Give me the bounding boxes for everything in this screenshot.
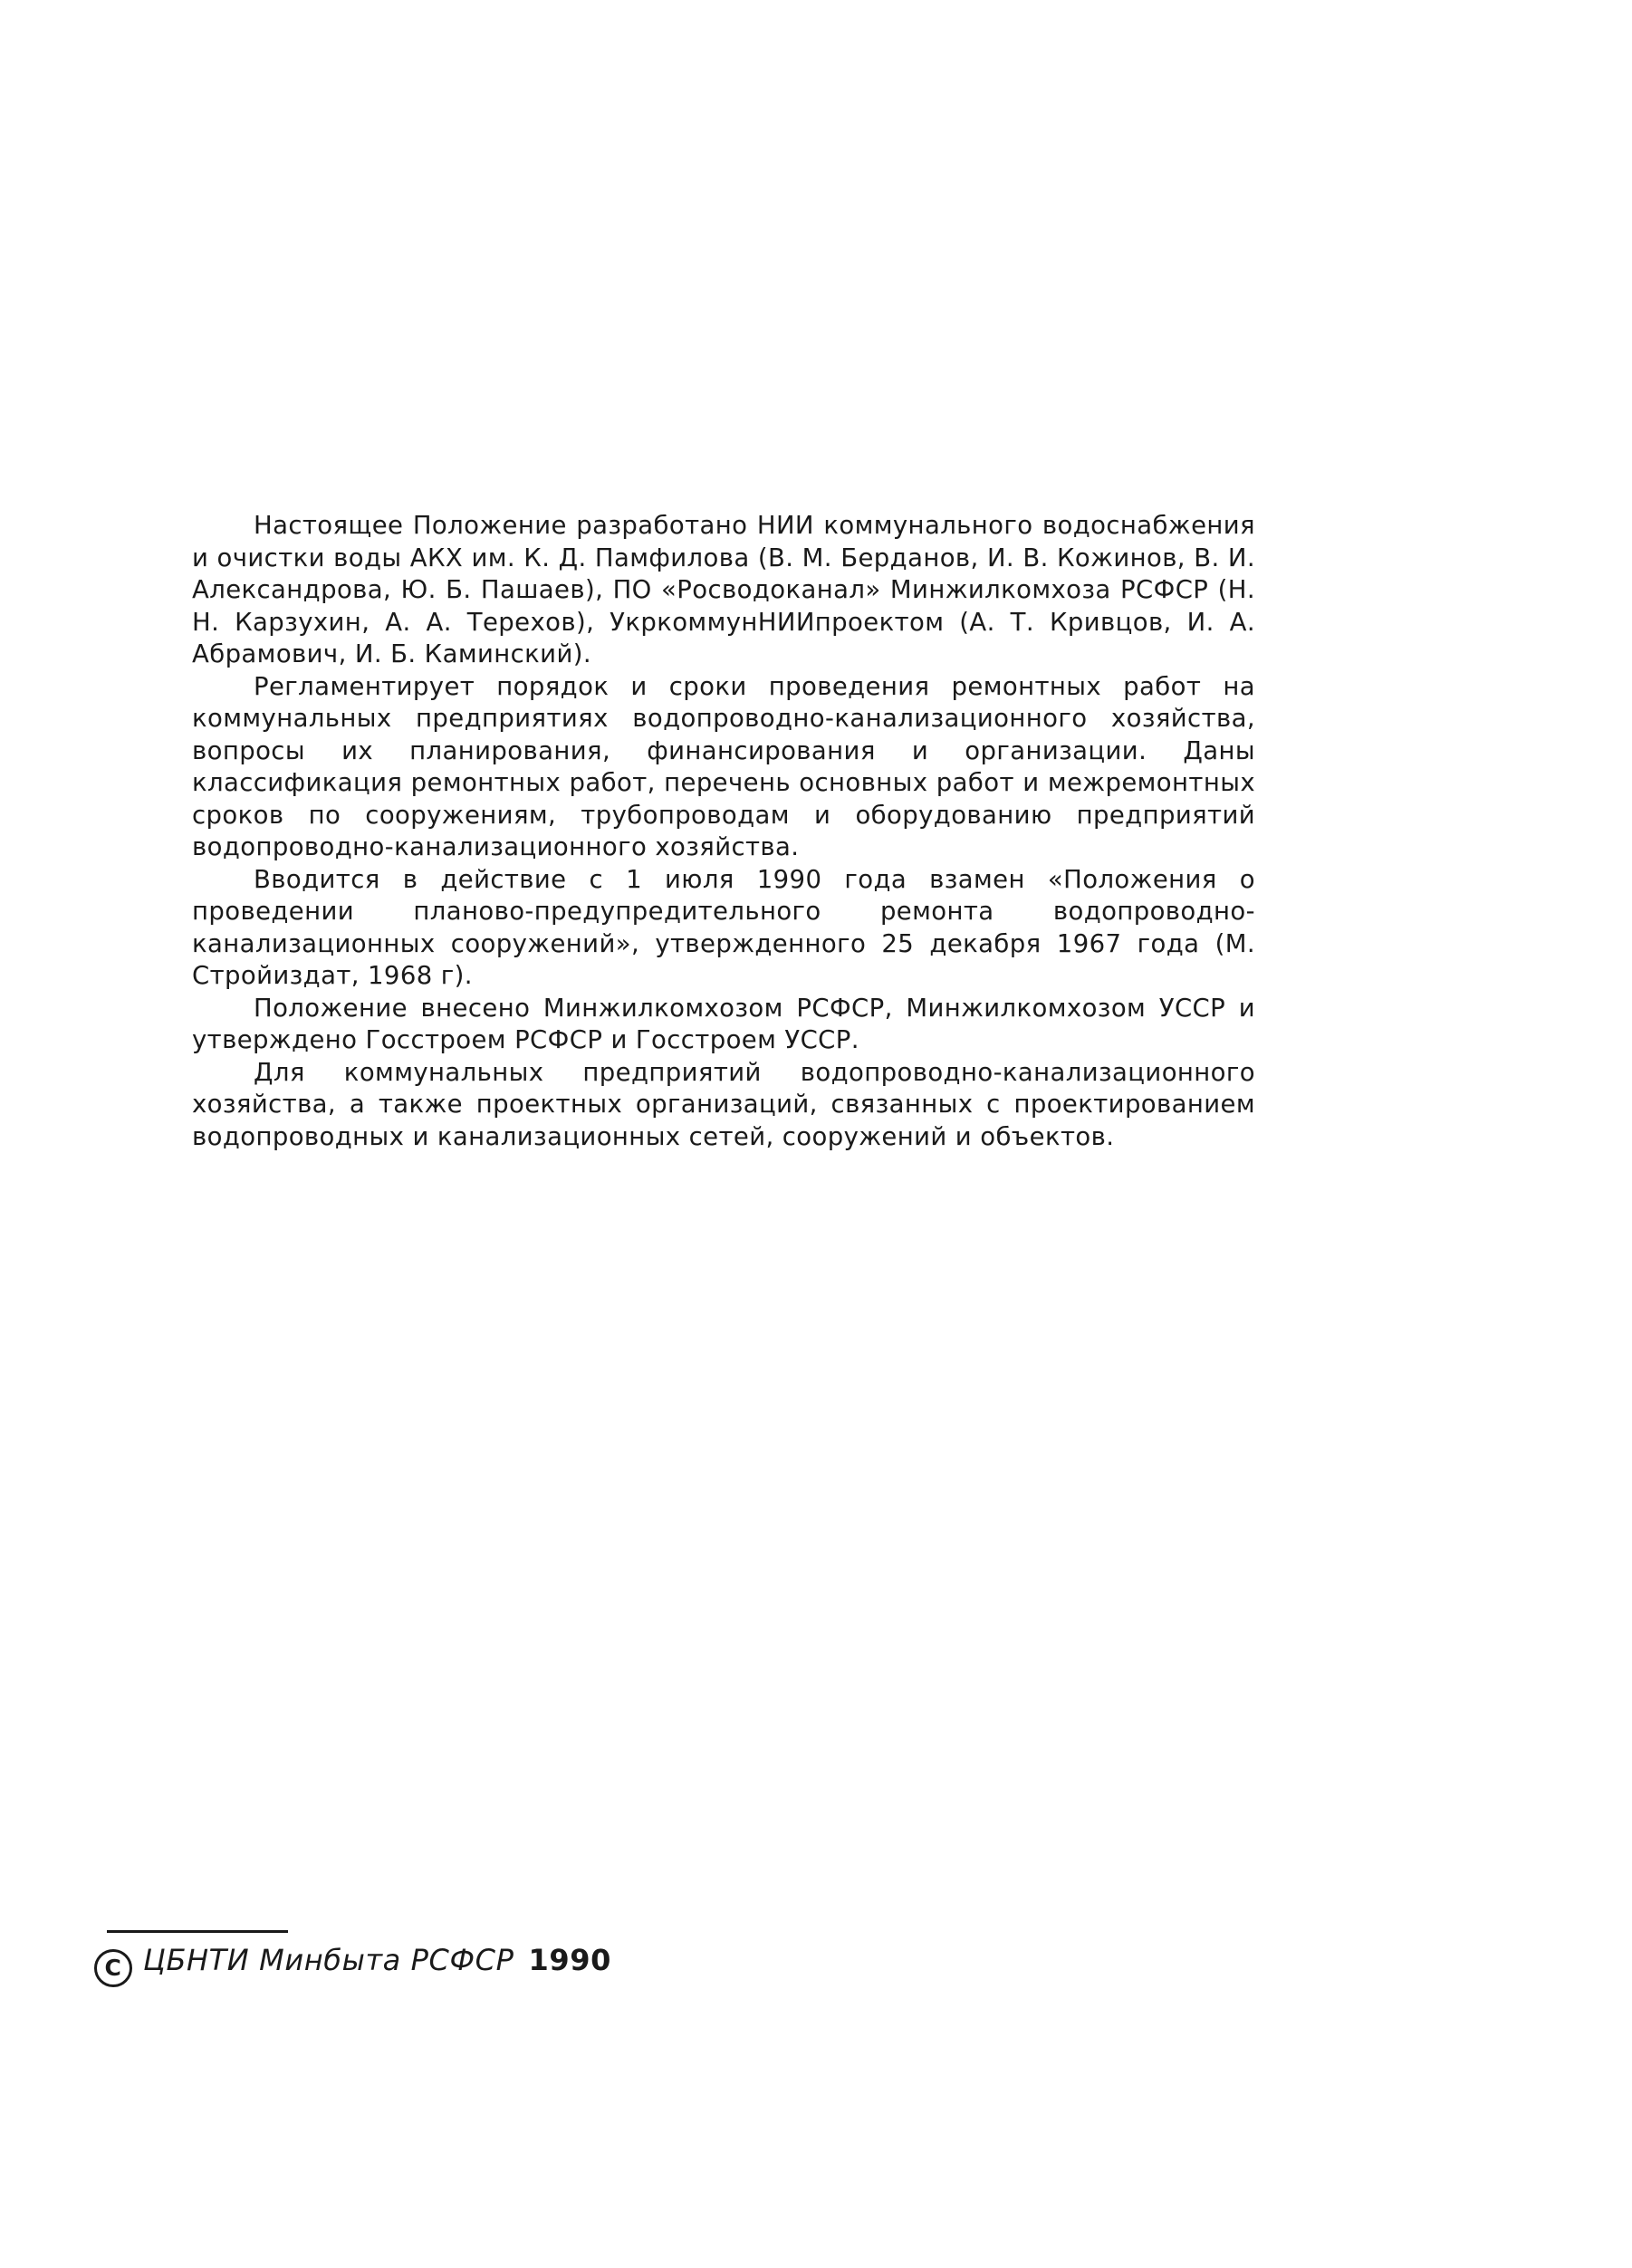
abstract-text: [192, 510, 1255, 1153]
copyright-icon: С: [94, 1949, 132, 1987]
audience-paragraph: Для коммунальных предприятий водопроводно-канализационного хозяйства, а также проектных организаций, связанных с проектированием водопроводных и канализационных сетей, сооружений и объектов.: [192, 1057, 1255, 1151]
approval-paragraph: Положение внесено Минжилкомхозом РСФСР, Минжилкомхозом УССР и утверждено Госстроем РСФСР и Госстроем УССР.: [192, 993, 1255, 1054]
scope-paragraph: Регламентирует порядок и сроки проведения ремонтных работ на коммунальных предприятиях водопроводно-канализационного хозяйства, вопросы их планирования, финансирования и организации. Даны классификация ремонтных работ, перечень основных работ и межремонтных сроков по сооружениям, трубопроводам и оборудованию предприятий водопроводно-канализационного хозяйства.: [192, 671, 1255, 861]
copyright-divider: [107, 1930, 288, 1933]
copyright-year: 1990: [528, 1943, 611, 1977]
effective-date-paragraph: Вводится в действие с 1 июля 1990 года взамен «Положения о проведении планово-предупредительного ремонта водопроводно-канализационных сооружений», утвержденного 25 декабря 1967 года (М. Стройиздат, 1968 г).: [192, 864, 1255, 990]
copyright-line: [94, 1942, 611, 1987]
copyright-holder: ЦБНТИ Минбыта РСФСР: [143, 1943, 514, 1977]
authors-paragraph: Настоящее Положение разработано НИИ коммунального водоснабжения и очистки воды АКХ им. К. Д. Памфилова (В. М. Берданов, И. В. Кожинов, В. И. Александрова, Ю. Б. Пашаев), ПО «Росводоканал» Минжилкомхоза РСФСР (Н. Н. Карзухин, А. А. Терехов), УкркоммунНИИпроектом (А. Т. Кривцов, И. А. Абрамович, И. Б. Каминский).: [192, 511, 1255, 668]
